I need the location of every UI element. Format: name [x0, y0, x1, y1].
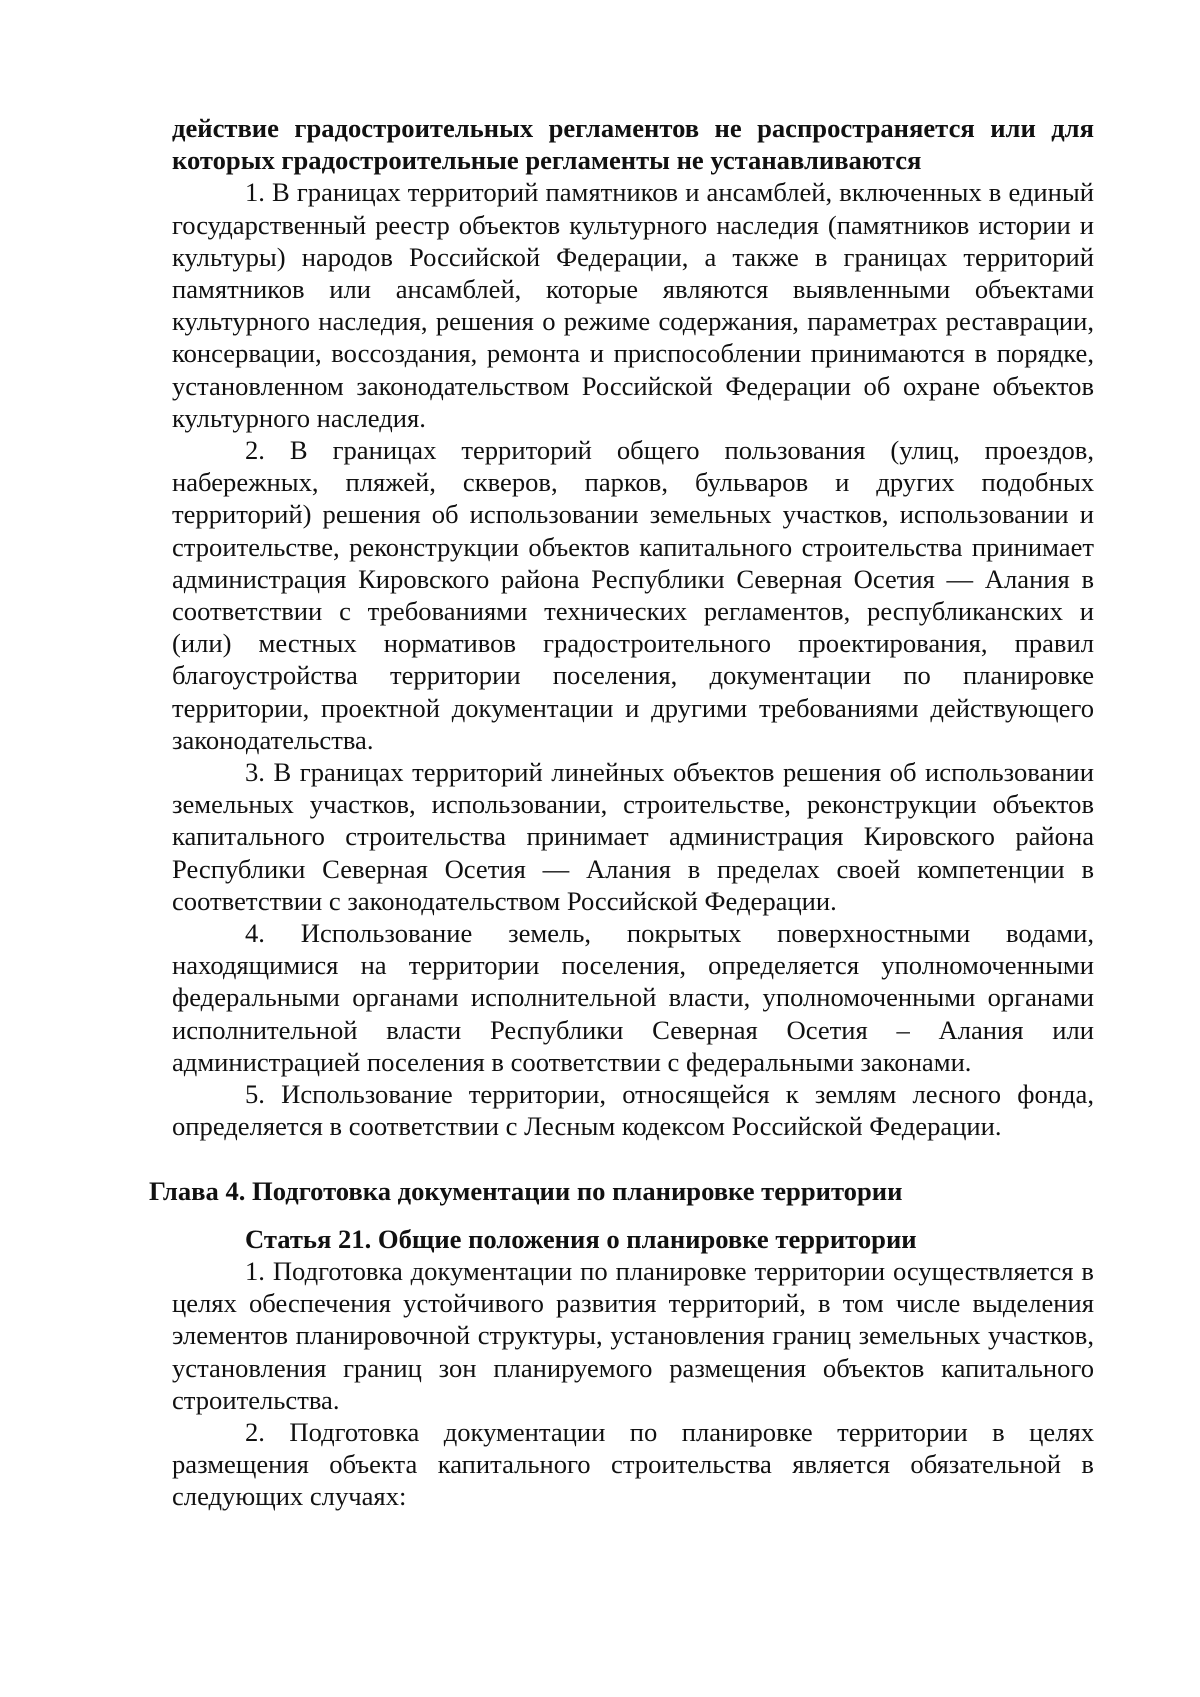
article-paragraph-2: 2. Подготовка документации по планировке территории в целях размещения объекта капитального строительства является обязательной в следующих случаях:: [172, 1416, 1094, 1512]
chapter-title: Глава 4. Подготовка документации по планировке территории: [149, 1175, 903, 1206]
paragraph-4: 4. Использование земель, покрытых поверхностными водами, находящимися на территории поселения, определяется уполномоченными федеральными органами исполнительной власти, уполномоченными органами исполнительной власти Республики Северная Осетия – Алания или администрацией поселения в соответствии с федеральными законами.: [172, 918, 1094, 1077]
paragraph-1: 1. В границах территорий памятников и ансамблей, включенных в единый государственный реестр объектов культурного наследия (памятников истории и культуры) народов Российской Федерации, а также в границах территорий памятников или ансамблей, которые являются выявленными объектами культурного наследия, решения о режиме содержания, параметрах реставрации, консервации, воссоздания, ремонта и приспособлении принимаются в порядке, установленном законодательством Российской Федерации об охране объектов культурного наследия.: [172, 177, 1094, 433]
article-title: Статья 21. Общие положения о планировке территории: [245, 1223, 917, 1254]
paragraph-2: 2. В границах территорий общего пользования (улиц, проездов, набережных, пляжей, скверов, парков, бульваров и других подобных территорий) решения об использовании земельных участков, использовании и строительстве, реконструкции объектов капитального строительства принимает администрация Кировского района Республики Северная Осетия — Алания в соответствии с требованиями технических регламентов, республиканских и (или) местных нормативов градостроительного проектирования, правил благоустройства территории поселения, документации по планировке территории, проектной документации и другими требованиями действующего законодательства.: [172, 435, 1094, 755]
paragraph-3: 3. В границах территорий линейных объектов решения об использовании земельных участков, использовании, строительстве, реконструкции объектов капитального строительства принимает администрация Кировского района Республики Северная Осетия — Алания в пределах своей компетенции в соответствии с законодательством Российской Федерации.: [172, 757, 1094, 916]
article-paragraph-1: 1. Подготовка документации по планировке территории осуществляется в целях обеспечения устойчивого развития территорий, в том числе выделения элементов планировочной структуры, установления границ земельных участков, установления границ зон планируемого размещения объектов капитального строительства.: [172, 1255, 1094, 1415]
document-body: [149, 112, 1094, 1513]
paragraph-5: 5. Использование территории, относящейся к землям лесного фонда, определяется в соответствии с Лесным кодексом Российской Федерации.: [172, 1079, 1094, 1142]
intro-heading: действие градостроительных регламентов не распространяется или для которых градостроительные регламенты не устанавливаются: [172, 113, 1094, 176]
